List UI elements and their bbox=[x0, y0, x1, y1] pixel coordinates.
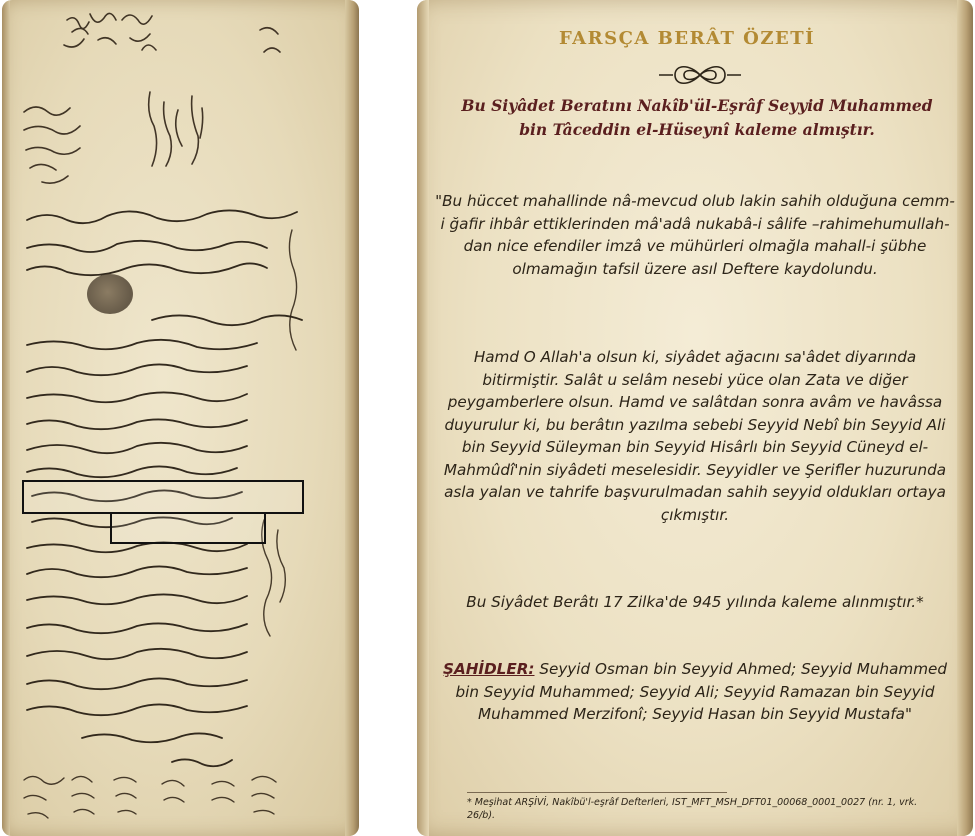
summary-panel bbox=[417, 0, 973, 836]
summary-spine bbox=[957, 0, 973, 836]
witnesses-label: ŞAHİDLER: bbox=[443, 660, 535, 678]
page-title: FARSÇA BERÂT ÖZETİ bbox=[558, 28, 816, 49]
intro-text: Bu Siyâdet Beratını Nakîb'ül-Eşrâf Seyyid Muhammed bin Tâceddin el-Hüseynî kaleme almıştır. bbox=[461, 96, 933, 139]
highlight-box-name-line bbox=[22, 480, 304, 514]
manuscript-handwriting bbox=[2, 0, 359, 836]
witnesses-text: Seyyid Osman bin Seyyid Ahmed; Seyyid Muhammed bin Seyyid Muhammed; Seyyid Ali; Seyyid Ramazan bin Seyyid Muhammed Merzifonî; Seyyid Hasan bin Seyyid Mustafa" bbox=[455, 660, 947, 723]
footnote: * Meşihat ARŞİVİ, Nakîbü'l-eşrâf Defterleri, IST_MFT_MSH_DFT01_00068_0001_0027 (nr. 1, vrk. 26/b). bbox=[467, 797, 918, 821]
quote-paragraph-1: "Bu hüccet mahallinde nâ-mevcud olub lakin sahih olduğuna cemm-i ğafir ihbâr ettiklerinden mâ'adâ nukabâ-i sâlife –rahimehumullah-dan nice efendiler imzâ ve mühürleri olmağla mahall-i şübhe olmamağın tafsil üzere asıl Deftere kaydolundu. bbox=[435, 192, 955, 278]
quote-paragraph-2: Hamd O Allah'a olsun ki, siyâdet ağacını sa'âdet diyarında bitirmiştir. Salât u selâm nesebi yüce olan Zata ve diğer peygamberlere olsun. Hamd ve salâtdan sonra avâm ve havâssa duyurulur ki, bu berâtın yazılma sebebi Seyyid Nebî bin Seyyid Ali bin Seyyid Süleyman bin Seyyid Hisârlı bin Seyyid Cüneyd el-Mahmûdî'nin siyâdeti meselesidir. Seyyidler ve Şerifler huzurunda asla yalan ve tahrife başvurulmadan sahih seyyid oldukları ortaya çıkmıştır. bbox=[443, 348, 947, 524]
footnote-divider bbox=[467, 792, 727, 793]
summary-left-edge bbox=[417, 0, 429, 836]
manuscript-image bbox=[2, 0, 359, 836]
seal-stamp bbox=[87, 274, 133, 314]
highlight-box-lineage-line bbox=[110, 512, 266, 544]
witnesses-paragraph bbox=[435, 658, 955, 726]
ornament-divider-icon bbox=[655, 62, 745, 88]
quote-paragraph-3: Bu Siyâdet Berâtı 17 Zilka'de 945 yılında kaleme alınmıştır.* bbox=[466, 593, 924, 611]
